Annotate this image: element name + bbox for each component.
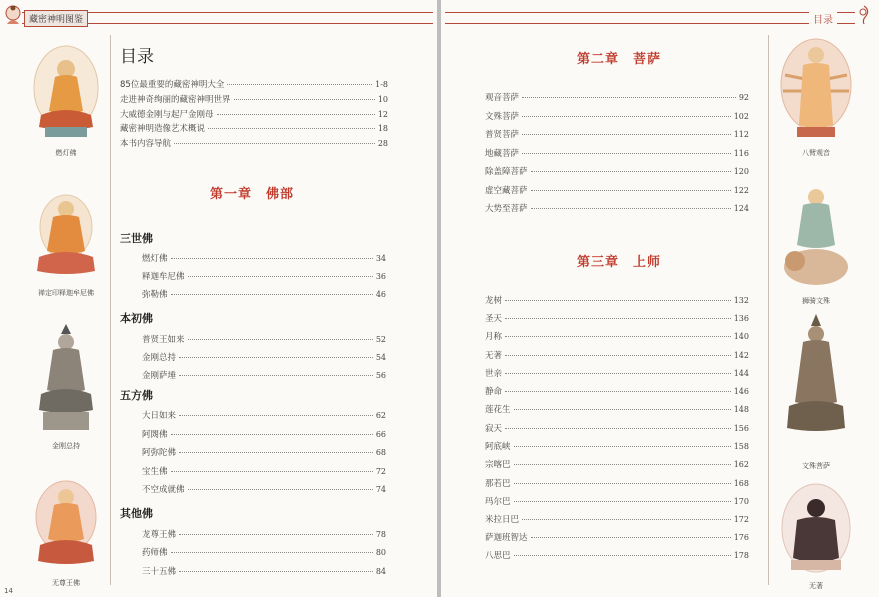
toc-entry-label: 除盖障菩萨	[485, 167, 528, 177]
chapter-heading: 第三章 上师	[577, 255, 662, 270]
toc-entry-label: 释迦牟尼佛	[142, 272, 185, 282]
toc-entry-label: 那若巴	[485, 479, 511, 489]
toc-entry[interactable]	[485, 403, 749, 415]
buddha-figure-4	[26, 475, 106, 588]
toc-entry[interactable]	[485, 422, 749, 434]
toc-entry-label: 走进神奇绚丽的藏密神明世界	[120, 95, 231, 105]
toc-entry[interactable]	[142, 351, 386, 363]
toc-entry-page: 28	[377, 139, 388, 148]
toc-entry-page: 36	[375, 272, 386, 281]
toc-entry-page: 140	[733, 332, 749, 341]
toc-entry-label: 八思巴	[485, 551, 511, 561]
toc-entry[interactable]	[485, 184, 749, 196]
toc-entry-page: 136	[733, 314, 749, 323]
toc-entry[interactable]	[485, 147, 749, 159]
master-figure	[773, 480, 859, 591]
buddha-with-halo-icon	[30, 475, 102, 575]
toc-entry-label: 金刚总持	[142, 353, 177, 363]
left-page	[0, 0, 437, 597]
toc-entry-label: 宗喀巴	[485, 460, 511, 470]
eight-armed-avalokiteshvara-icon	[777, 35, 855, 145]
toc-entry-page: 46	[375, 290, 386, 299]
toc-entry-page: 124	[733, 204, 749, 213]
toc-entry[interactable]	[485, 385, 749, 397]
toc-entry[interactable]	[120, 93, 388, 105]
toc-entry-label: 85位最重要的藏密神明大全	[120, 80, 225, 90]
toc-entry[interactable]	[142, 333, 386, 345]
meditating-buddha-icon	[31, 185, 101, 285]
manjushri-statue-icon	[777, 310, 855, 458]
toc-entry[interactable]	[485, 312, 749, 324]
toc-entry[interactable]	[142, 252, 386, 264]
toc-entry[interactable]	[142, 428, 386, 440]
toc-entry[interactable]	[485, 128, 749, 140]
toc-entry[interactable]	[485, 513, 749, 525]
toc-entry[interactable]	[120, 108, 388, 120]
toc-entry-label: 米拉日巴	[485, 515, 520, 525]
toc-entry-page: 102	[733, 112, 749, 121]
toc-entry-page: 18	[377, 124, 388, 133]
ornament-icon	[855, 4, 873, 26]
figure-caption: 无尊王佛	[52, 579, 80, 587]
toc-entry[interactable]	[485, 330, 749, 342]
toc-entry[interactable]	[485, 91, 749, 103]
toc-entry-page: 92	[738, 93, 749, 102]
toc-entry-page: 112	[733, 130, 749, 139]
toc-entry-label: 文殊菩萨	[485, 112, 520, 122]
toc-entry-page: 178	[733, 551, 749, 560]
toc-entry[interactable]	[485, 531, 749, 543]
vajradhara-statue-icon	[31, 320, 101, 438]
figure-caption: 燃灯佛	[55, 149, 77, 157]
toc-entry-page: 74	[375, 485, 386, 494]
toc-entry-page: 68	[375, 448, 386, 457]
toc-entry[interactable]	[142, 546, 386, 558]
toc-entry-label: 寂天	[485, 424, 503, 434]
toc-entry[interactable]	[485, 495, 749, 507]
toc-entry-page: 52	[375, 335, 386, 344]
bodhisattva-figure-2	[773, 175, 859, 306]
toc-entry-label: 不空成就佛	[142, 485, 185, 495]
toc-entry-label: 无著	[485, 351, 503, 361]
toc-entry[interactable]	[485, 367, 749, 379]
toc-entry[interactable]	[142, 465, 386, 477]
right-page	[441, 0, 879, 597]
figure-caption: 八臂观音	[802, 149, 830, 157]
toc-entry-label: 大日如来	[142, 411, 177, 421]
toc-entry-page: 56	[375, 371, 386, 380]
toc-entry-page: 80	[375, 548, 386, 557]
bodhisattva-figure-3	[773, 310, 859, 471]
toc-entry-label: 藏密神明造像艺术概说	[120, 124, 206, 134]
figure-caption: 文殊菩萨	[802, 462, 830, 470]
toc-entry-label: 普贤王如来	[142, 335, 185, 345]
toc-entry-label: 玛尔巴	[485, 497, 511, 507]
toc-entry-page: 116	[733, 149, 749, 158]
toc-entry[interactable]	[485, 110, 749, 122]
toc-entry-label: 月称	[485, 332, 503, 342]
toc-title: 目录	[120, 47, 154, 67]
section-heading: 本初佛	[120, 312, 153, 325]
toc-entry-page: 148	[733, 405, 749, 414]
toc-entry-label: 大威德金刚与起尸金刚母	[120, 110, 214, 120]
toc-entry-label: 本书内容导航	[120, 139, 172, 149]
toc-entry[interactable]	[142, 565, 386, 577]
buddha-figure-1	[26, 43, 106, 158]
toc-entry-label: 观音菩萨	[485, 93, 520, 103]
vajradhara-figure	[26, 320, 106, 451]
toc-entry-label: 阿底峡	[485, 442, 511, 452]
toc-entry-page: 62	[375, 411, 386, 420]
bodhisattva-figure-1	[773, 35, 859, 158]
toc-entry-page: 120	[733, 167, 749, 176]
toc-entry[interactable]	[485, 165, 749, 177]
section-heading: 五方佛	[120, 389, 153, 402]
toc-entry-label: 普贤菩萨	[485, 130, 520, 140]
toc-entry-page: 34	[375, 254, 386, 263]
toc-entry-page: 10	[377, 95, 388, 104]
toc-entry-page: 162	[733, 460, 749, 469]
toc-entry[interactable]	[142, 446, 386, 458]
figure-caption: 无著	[809, 582, 823, 590]
toc-entry[interactable]	[120, 137, 388, 149]
toc-entry[interactable]	[485, 294, 749, 306]
buddha-figure-2	[26, 185, 106, 298]
toc-entry[interactable]	[485, 349, 749, 361]
toc-entry-label: 三十五佛	[142, 567, 177, 577]
toc-entry-label: 莲花生	[485, 405, 511, 415]
toc-entry-page: 78	[375, 530, 386, 539]
seated-buddha-icon	[31, 43, 101, 145]
toc-entry-page: 172	[733, 515, 749, 524]
toc-entry[interactable]	[120, 122, 388, 134]
toc-entry-label: 龙树	[485, 296, 503, 306]
toc-entry[interactable]	[485, 458, 749, 470]
toc-entry[interactable]	[142, 528, 386, 540]
toc-entry-label: 虚空藏菩萨	[485, 186, 528, 196]
figure-caption: 禅定印释迦牟尼佛	[38, 289, 94, 297]
toc-entry[interactable]	[485, 477, 749, 489]
asanga-icon	[777, 480, 855, 578]
toc-entry-label: 圣天	[485, 314, 503, 324]
section-title: 目录	[809, 10, 837, 27]
section-heading: 其他佛	[120, 507, 153, 520]
toc-entry[interactable]	[485, 202, 749, 214]
toc-entry-label: 地藏菩萨	[485, 149, 520, 159]
toc-entry[interactable]	[142, 270, 386, 282]
figure-caption: 金刚总持	[52, 442, 80, 450]
toc-entry-label: 萨迦班智达	[485, 533, 528, 543]
toc-entry-label: 阿弥陀佛	[142, 448, 177, 458]
toc-entry-label: 阿閦佛	[142, 430, 168, 440]
toc-entry-label: 静命	[485, 387, 503, 397]
toc-entry-label: 金刚萨埵	[142, 371, 177, 381]
buddha-head-icon	[4, 4, 22, 26]
toc-entry[interactable]	[142, 369, 386, 381]
chapter-heading: 第二章 菩萨	[577, 52, 662, 67]
toc-entry-page: 156	[733, 424, 749, 433]
chapter-heading: 第一章 佛部	[210, 187, 295, 202]
toc-entry-page: 54	[375, 353, 386, 362]
manjushri-on-lion-icon	[777, 175, 855, 293]
toc-entry-page: 144	[733, 369, 749, 378]
toc-entry-page: 122	[733, 186, 749, 195]
toc-entry-page: 84	[375, 567, 386, 576]
toc-entry-page: 132	[733, 296, 749, 305]
toc-entry-label: 燃灯佛	[142, 254, 168, 264]
toc-entry[interactable]	[485, 549, 749, 561]
toc-entry-page: 1-8	[375, 80, 388, 89]
toc-entry-label: 弥勒佛	[142, 290, 168, 300]
section-heading: 三世佛	[120, 232, 153, 245]
header-rule	[445, 12, 855, 24]
book-title: 藏密神明图鉴	[24, 10, 88, 27]
toc-entry[interactable]	[485, 440, 749, 452]
toc-entry-label: 药师佛	[142, 548, 168, 558]
toc-entry-page: 72	[375, 467, 386, 476]
toc-entry-page: 66	[375, 430, 386, 439]
toc-entry[interactable]	[142, 483, 386, 495]
toc-entry-page: 146	[733, 387, 749, 396]
toc-entry-page: 12	[377, 110, 388, 119]
toc-entry-label: 世亲	[485, 369, 503, 379]
toc-entry-label: 大势至菩萨	[485, 204, 528, 214]
page-number: 14	[4, 587, 13, 595]
figure-caption: 狮骑文殊	[802, 297, 830, 305]
toc-entry-label: 龙尊王佛	[142, 530, 177, 540]
toc-entry-page: 158	[733, 442, 749, 451]
toc-entry-page: 176	[733, 533, 749, 542]
left-image-column	[22, 35, 111, 585]
toc-entry-label: 宝生佛	[142, 467, 168, 477]
right-image-column	[768, 35, 863, 590]
toc-entry[interactable]	[120, 78, 388, 90]
toc-entry-page: 142	[733, 351, 749, 360]
toc-entry-page: 170	[733, 497, 749, 506]
toc-entry-page: 168	[733, 479, 749, 488]
toc-entry[interactable]	[142, 409, 386, 421]
toc-entry[interactable]	[142, 288, 386, 300]
